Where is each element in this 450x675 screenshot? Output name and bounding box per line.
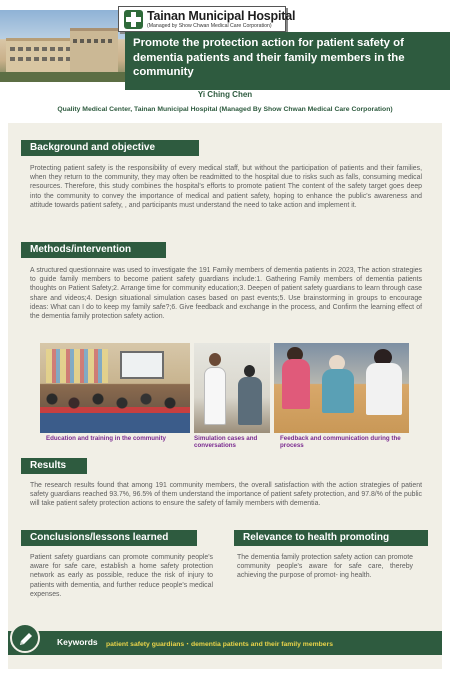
methods-text: A structured questionnaire was used to investigate the 191 Family members of dementia patients in 2023, The action strategies to guide family members to become patient safety guardians include:1. Gathering Family members of dementia patients thoughts on Patient Safety;2. Arrange time for community education;3. Deepen of patient safety guardians to learn through case share and videos;4. Design situational simulation cases based on past events;5. Use brainstorming in groups to encourage ideas: What can I do to keep my family safe?;6. Give feedback and exchange in the process, and Confirm the learning effect of the dementia family protection safety action.: [30, 267, 422, 321]
keywords-text: patient safety guardians・dementia patients and their family members: [106, 641, 334, 648]
feedback-communication-photo: [274, 343, 409, 433]
hospital-cross-icon: [124, 10, 143, 29]
background-heading: Background and objective: [21, 140, 199, 156]
methods-heading: Methods/intervention: [21, 242, 166, 258]
community-education-photo: [40, 343, 190, 433]
relevance-text: The dementia family protection safety action can promote community people's aware for safe care, thereby achieving the purpose of promot- ing health.: [237, 554, 413, 580]
background-text: Protecting patient safety is the responsibility of every medical staff, but without the participation of patients and their families, when they return to the community, they may often be readmitted to the hospital due to risks such as falls, consuming medical resources. Therefore, this study combines the hospital's efforts to promote patient The content of the safety target goes deep into the community to convey the importance of medical and patient safety, hoping to enhance the public's awareness and attitude towards patient safety, , and participants must understand the need to take action and implement it.: [30, 165, 422, 209]
poster-title: Promote the protection action for patient safety of dementia patients and their family members in the community: [133, 37, 405, 78]
author-affiliation: Quality Medical Center, Tainan Municipal Hospital (Managed By Show Chwan Medical Care Corporation): [57, 106, 393, 113]
relevance-heading: Relevance to health promoting: [234, 530, 428, 546]
hospital-name: Tainan Municipal Hospital: [147, 9, 296, 23]
photo-caption-1: Education and training in the community: [46, 435, 166, 442]
hospital-logo: [118, 6, 296, 32]
photo-caption-2: Simulation cases and conversations: [194, 435, 258, 450]
pencil-icon: [10, 623, 40, 653]
simulation-cases-photo: [194, 343, 270, 433]
results-text: The research results found that among 191 community members, the overall satisfaction with the action strategies of patient safety guardians reached 93.7%, 96.5% of them understand the importance of patient safety protection, and 97.8/% of the public will take patient safety protection actions to ensure the safety of family members with dementia.: [30, 482, 422, 508]
conclusions-heading: Conclusions/lessons learned: [21, 530, 197, 546]
title-band: [125, 32, 450, 90]
photo-caption-3: Feedback and communication during the process: [280, 435, 401, 450]
results-heading: Results: [21, 458, 87, 474]
poster-header: [0, 0, 450, 122]
keywords-label: Keywords: [57, 637, 98, 647]
author-name: Yi Ching Chen: [197, 90, 253, 99]
conclusions-text: Patient safety guardians can promote community people's aware for safe care, establish a home safety protection network as early as possible, reduce the risk of injury to patients with dementia, and further reduce people's medical expenses.: [30, 554, 213, 598]
hospital-subtitle: (Managed by Show Chwan Medical Care Corporation): [147, 23, 272, 29]
hospital-building-photo: [0, 10, 125, 82]
